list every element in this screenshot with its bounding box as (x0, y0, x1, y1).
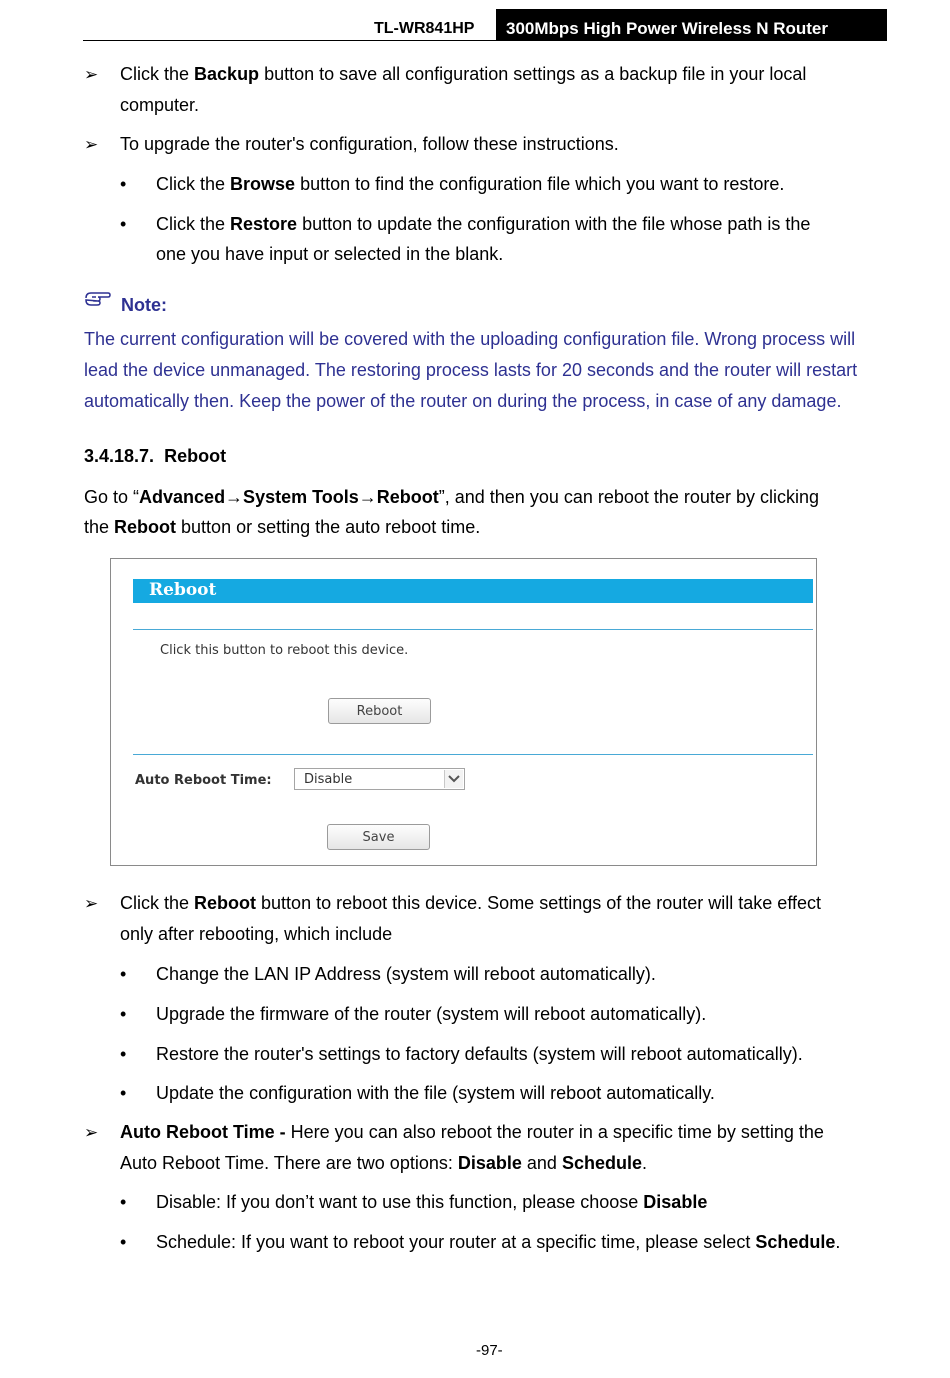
backup-instruction-cont: computer. (120, 95, 200, 115)
arrow-bullet-icon: ➢ (84, 65, 99, 84)
list-item: Upgrade the firmware of the router (system will reboot automatically). (156, 1004, 707, 1024)
option-schedule-text: Schedule: If you want to reboot your router at a specific time, please select Schedule. (156, 1232, 841, 1252)
panel-title: Reboot (149, 580, 217, 600)
arrow-bullet-icon: ➢ (84, 135, 99, 154)
chevron-down-icon (444, 770, 463, 788)
bullet-icon: • (120, 1192, 127, 1212)
browse-instruction: Click the Browse button to find the configuration file which you want to restore. (156, 174, 785, 194)
auto-reboot-value: Disable (304, 772, 353, 787)
bullet-icon: • (120, 214, 127, 234)
bullet-icon: • (120, 1083, 127, 1103)
reboot-button[interactable]: Reboot (328, 698, 431, 724)
list-item: Restore the router's settings to factory defaults (system will reboot automatically). (156, 1044, 803, 1064)
header-product-banner (496, 9, 887, 40)
restore-instruction-cont: one you have input or selected in the blank. (156, 244, 504, 264)
header-product: 300Mbps High Power Wireless N Router (506, 19, 828, 38)
note-line: automatically then. Keep the power of the router on during the process, in case of any damage. (84, 391, 842, 411)
reboot-instruction-text: Click this button to reboot this device. (160, 643, 409, 658)
list-item: Update the configuration with the file (system will reboot automatically. (156, 1083, 715, 1103)
bullet-icon: • (120, 1232, 127, 1252)
auto-reboot-text: Auto Reboot Time - Here you can also reboot the router in a specific time by setting the (120, 1122, 824, 1142)
header-rule (83, 40, 887, 41)
note-title: Note: (121, 295, 167, 315)
reboot-path-text-cont: the Reboot button or setting the auto reboot time. (84, 517, 481, 537)
panel-divider (133, 754, 813, 755)
auto-reboot-text-cont: Auto Reboot Time. There are two options: Disable and Schedule. (120, 1153, 647, 1173)
backup-instruction: Click the Backup button to save all configuration settings as a backup file in your local (120, 64, 807, 84)
pointing-hand-icon (84, 289, 112, 312)
page-number: -97- (476, 1342, 503, 1359)
arrow-bullet-icon: ➢ (84, 894, 99, 913)
option-disable-text: Disable: If you don’t want to use this function, please choose Disable (156, 1192, 708, 1212)
reboot-effect-text: Click the Reboot button to reboot this device. Some settings of the router will take effect (120, 893, 822, 913)
reboot-effect-text-cont: only after rebooting, which include (120, 924, 393, 944)
save-button[interactable]: Save (327, 824, 430, 850)
panel-divider (133, 629, 813, 630)
bullet-icon: • (120, 174, 127, 194)
panel-title-bar (133, 579, 813, 603)
upgrade-instruction: To upgrade the router's configuration, follow these instructions. (120, 134, 619, 154)
restore-instruction: Click the Restore button to update the configuration with the file whose path is the (156, 214, 811, 234)
arrow-bullet-icon: ➢ (84, 1123, 99, 1142)
auto-reboot-select[interactable] (294, 768, 465, 790)
reboot-path-text: Go to “Advanced→System Tools→Reboot”, and then you can reboot the router by clicking (84, 487, 819, 507)
auto-reboot-label: Auto Reboot Time: (135, 773, 272, 788)
list-item: Change the LAN IP Address (system will reboot automatically). (156, 964, 656, 984)
note-line: lead the device unmanaged. The restoring process lasts for 20 seconds and the router will restart (84, 360, 858, 380)
note-line: The current configuration will be covered with the uploading configuration file. Wrong process will (84, 329, 856, 349)
bullet-icon: • (120, 1004, 127, 1024)
section-heading: 3.4.18.7. Reboot (84, 446, 227, 466)
bullet-icon: • (120, 1044, 127, 1064)
bullet-icon: • (120, 964, 127, 984)
header-model: TL-WR841HP (374, 20, 475, 37)
reboot-screenshot-figure (110, 558, 817, 866)
